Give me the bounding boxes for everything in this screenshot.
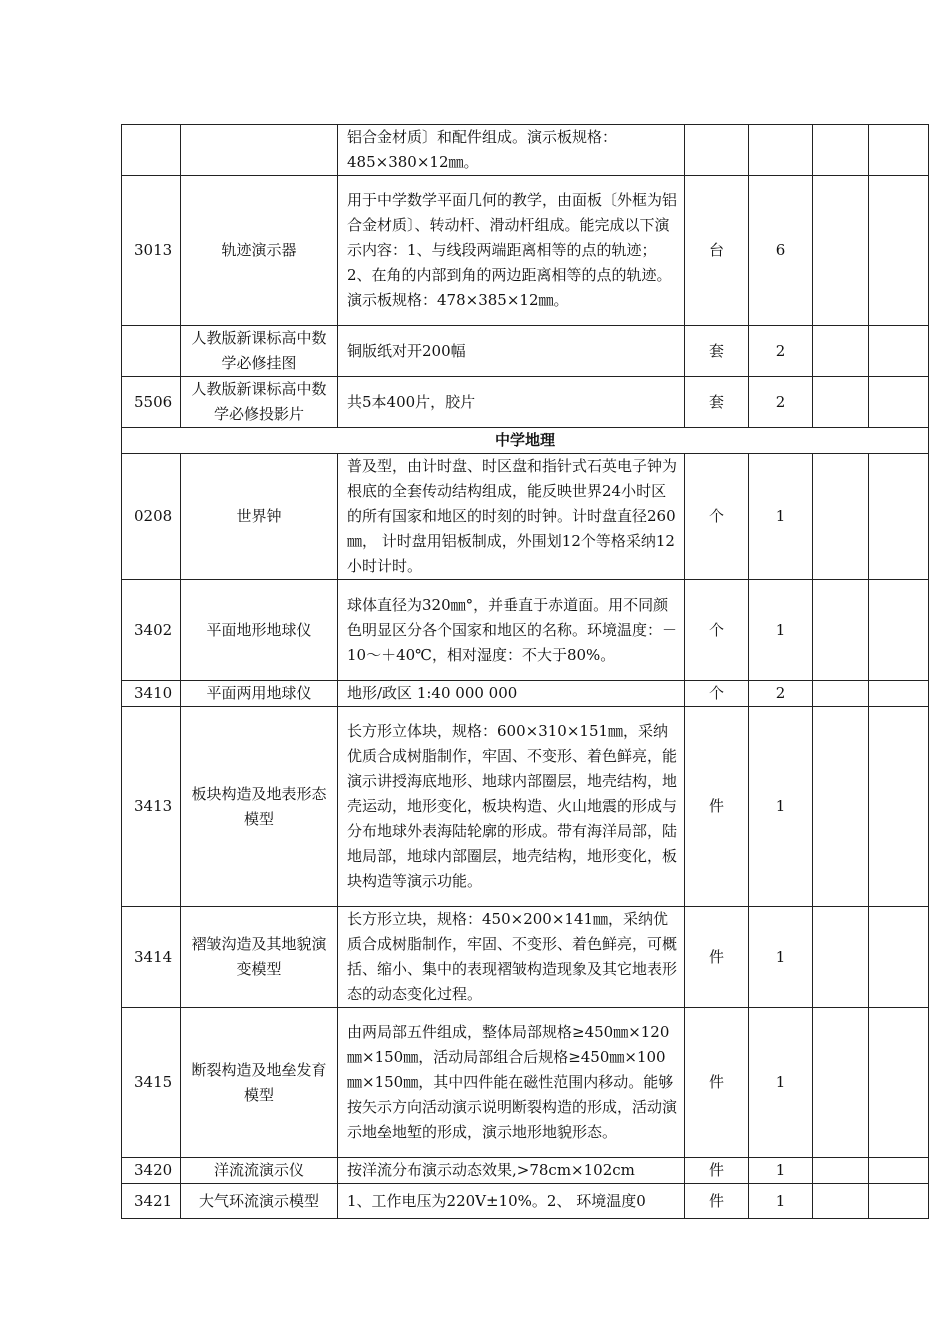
item-description: 按洋流分布演示动态效果,>78cm×102cm <box>338 1158 685 1184</box>
item-description: 由两局部五件组成，整体局部规格≥450㎜×120㎜×150㎜，活动局部组合后规格≥450㎜×100㎜×150㎜，其中四件能在磁性范围内移动。能够按矢示方向活动演示说明断裂构造的形成，活动演示地垒地堑的形成，演示地形地貌形态。 <box>338 1008 685 1158</box>
item-unit: 件 <box>685 1158 749 1184</box>
item-quantity: 1 <box>749 1184 813 1219</box>
item-code <box>122 326 181 377</box>
empty-cell <box>813 1008 869 1158</box>
item-description: 共5本400片，胶片 <box>338 377 685 428</box>
empty-cell <box>813 454 869 580</box>
empty-cell <box>869 907 929 1008</box>
item-name: 人教版新课标高中数学必修投影片 <box>181 377 338 428</box>
empty-cell <box>869 326 929 377</box>
item-unit: 件 <box>685 1184 749 1219</box>
table-row <box>122 1158 929 1184</box>
item-quantity: 1 <box>749 707 813 907</box>
table-row <box>122 1008 929 1158</box>
item-code: 3415 <box>122 1008 181 1158</box>
table-row <box>122 681 929 707</box>
item-code: 3420 <box>122 1158 181 1184</box>
table-row <box>122 176 929 326</box>
item-description: 用于中学数学平面几何的教学，由面板〔外框为铝合金材质〕、转动杆、滑动杆组成。能完成以下演示内容：1、与线段两端距离相等的点的轨迹；2、在角的内部到角的两边距离相等的点的轨迹。演示板规格：478×385×12㎜。 <box>338 176 685 326</box>
item-unit: 台 <box>685 176 749 326</box>
item-description: 普及型，由计时盘、时区盘和指针式石英电子钟为根底的全套传动结构组成，能反映世界24小时区的所有国家和地区的时刻的时钟。计时盘直径260㎜， 计时盘用铝板制成，外围划12个等格采纳12小时计时。 <box>338 454 685 580</box>
item-code <box>122 125 181 176</box>
item-quantity: 1 <box>749 1158 813 1184</box>
item-unit: 个 <box>685 580 749 681</box>
empty-cell <box>869 580 929 681</box>
item-code: 3413 <box>122 707 181 907</box>
empty-cell <box>869 377 929 428</box>
empty-cell <box>813 125 869 176</box>
empty-cell <box>869 125 929 176</box>
item-quantity: 1 <box>749 454 813 580</box>
item-quantity: 6 <box>749 176 813 326</box>
item-code: 3421 <box>122 1184 181 1219</box>
equipment-table <box>121 124 929 1219</box>
table-row <box>122 326 929 377</box>
empty-cell <box>869 1158 929 1184</box>
item-unit: 件 <box>685 907 749 1008</box>
item-description: 铜版纸对开200幅 <box>338 326 685 377</box>
empty-cell <box>869 1184 929 1219</box>
item-name: 平面两用地球仪 <box>181 681 338 707</box>
item-description: 球体直径为320㎜°，并垂直于赤道面。用不同颜色明显区分各个国家和地区的名称。环境温度：－10～＋40℃，相对湿度：不大于80%。 <box>338 580 685 681</box>
table-row <box>122 907 929 1008</box>
item-quantity: 1 <box>749 580 813 681</box>
empty-cell <box>869 176 929 326</box>
item-name: 大气环流演示模型 <box>181 1184 338 1219</box>
item-code: 3414 <box>122 907 181 1008</box>
item-description: 铝合金材质〕和配件组成。演示板规格：485×380×12㎜。 <box>338 125 685 176</box>
item-unit: 个 <box>685 454 749 580</box>
item-name <box>181 125 338 176</box>
table-row <box>122 125 929 176</box>
empty-cell <box>813 907 869 1008</box>
item-quantity: 1 <box>749 907 813 1008</box>
table-row <box>122 580 929 681</box>
empty-cell <box>813 377 869 428</box>
item-code: 3013 <box>122 176 181 326</box>
item-code: 0208 <box>122 454 181 580</box>
item-name: 世界钟 <box>181 454 338 580</box>
empty-cell <box>869 1008 929 1158</box>
item-unit: 件 <box>685 1008 749 1158</box>
section-title: 中学地理 <box>122 428 929 454</box>
item-quantity <box>749 125 813 176</box>
table-row <box>122 1184 929 1219</box>
item-description: 地形/政区 1:40 000 000 <box>338 681 685 707</box>
table-row <box>122 707 929 907</box>
item-quantity: 2 <box>749 326 813 377</box>
empty-cell <box>869 707 929 907</box>
item-code: 3402 <box>122 580 181 681</box>
item-unit <box>685 125 749 176</box>
item-name: 洋流流演示仪 <box>181 1158 338 1184</box>
empty-cell <box>869 681 929 707</box>
empty-cell <box>813 681 869 707</box>
item-description: 长方形立块，规格：450×200×141㎜，采纳优质合成树脂制作，牢固、不变形、着色鲜亮，可概括、缩小、集中的表现褶皱构造现象及其它地表形态的动态变化过程。 <box>338 907 685 1008</box>
item-name: 断裂构造及地垒发育模型 <box>181 1008 338 1158</box>
empty-cell <box>813 707 869 907</box>
item-unit: 件 <box>685 707 749 907</box>
item-description: 1、工作电压为220V±10%。2、 环境温度0 <box>338 1184 685 1219</box>
item-quantity: 2 <box>749 681 813 707</box>
item-description: 长方形立体块，规格：600×310×151㎜，采纳优质合成树脂制作，牢固、不变形、着色鲜亮，能演示讲授海底地形、地球内部圈层，地壳结构，地壳运动，地形变化，板块构造、火山地震的形成与分布地球外表海陆轮廓的形成。带有海洋局部，陆地局部，地球内部圈层，地壳结构，地形变化，板块构造等演示功能。 <box>338 707 685 907</box>
item-code: 5506 <box>122 377 181 428</box>
item-name: 褶皱沟造及其地貌演变模型 <box>181 907 338 1008</box>
empty-cell <box>813 580 869 681</box>
item-code: 3410 <box>122 681 181 707</box>
item-unit: 套 <box>685 377 749 428</box>
item-name: 板块构造及地表形态模型 <box>181 707 338 907</box>
item-unit: 个 <box>685 681 749 707</box>
empty-cell <box>813 326 869 377</box>
empty-cell <box>813 1184 869 1219</box>
table-row <box>122 454 929 580</box>
item-name: 人教版新课标高中数学必修挂图 <box>181 326 338 377</box>
empty-cell <box>813 176 869 326</box>
empty-cell <box>869 454 929 580</box>
item-unit: 套 <box>685 326 749 377</box>
empty-cell <box>813 1158 869 1184</box>
table-row <box>122 377 929 428</box>
section-row <box>122 428 929 454</box>
item-name: 平面地形地球仪 <box>181 580 338 681</box>
item-quantity: 1 <box>749 1008 813 1158</box>
item-name: 轨迹演示器 <box>181 176 338 326</box>
item-quantity: 2 <box>749 377 813 428</box>
